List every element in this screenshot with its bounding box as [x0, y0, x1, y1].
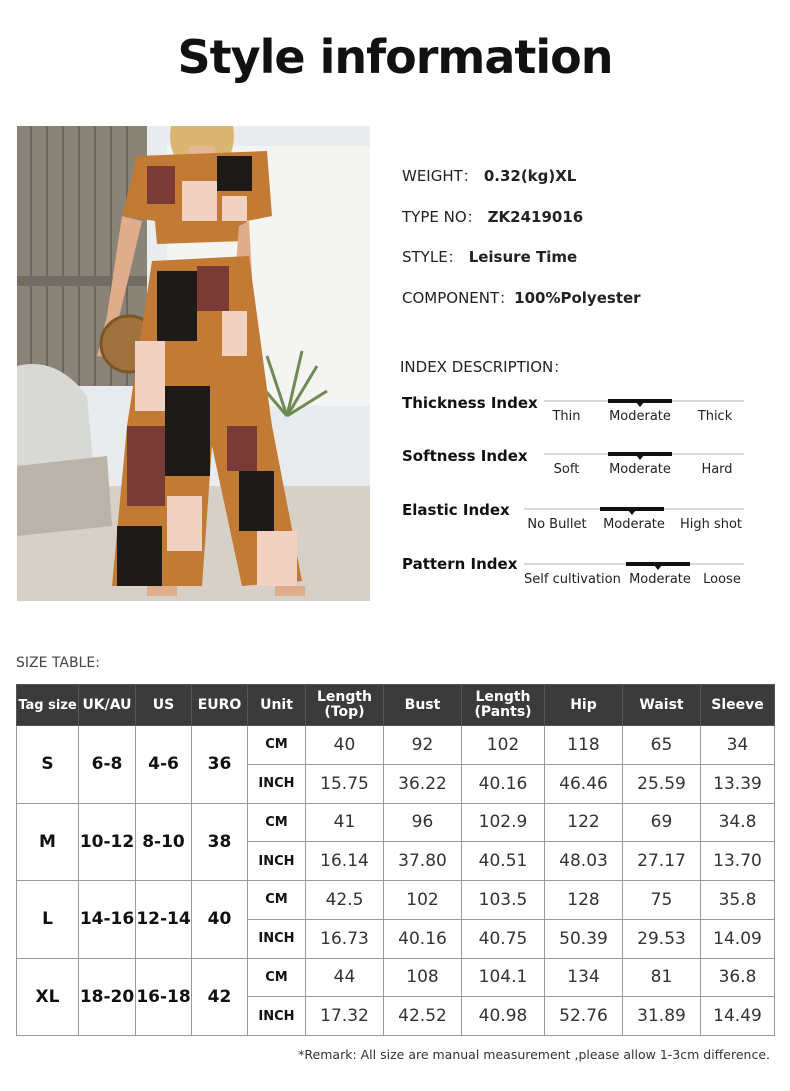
table-cell: 42.5 — [306, 881, 384, 920]
thickness-option-thin: Thin — [552, 409, 581, 424]
table-cell: 46.46 — [545, 764, 623, 803]
euro-cell: 38 — [192, 803, 248, 881]
size-table-label: SIZE TABLE: — [16, 655, 100, 671]
table-cell: 134 — [545, 958, 623, 997]
softness-option-hard: Hard — [701, 462, 733, 477]
thickness-option-moderate: Moderate — [609, 409, 671, 424]
table-cell: 108 — [384, 958, 462, 997]
size-cell: XL — [17, 958, 79, 1036]
table-cell: 25.59 — [623, 764, 701, 803]
table-cell: 36.22 — [384, 764, 462, 803]
header-bust: Bust — [384, 685, 462, 726]
elastic-option-high-shot: High shot — [679, 517, 743, 532]
table-cell: 31.89 — [623, 997, 701, 1036]
elastic-option-no-bullet: No Bullet — [527, 517, 587, 532]
header-euro: EURO — [192, 685, 248, 726]
table-cell: 35.8 — [701, 881, 775, 920]
table-cell: 103.5 — [462, 881, 545, 920]
us-cell: 4-6 — [136, 726, 192, 804]
table-cell: 102 — [384, 881, 462, 920]
table-cell: 16.14 — [306, 842, 384, 881]
table-cell: 15.75 — [306, 764, 384, 803]
table-cell: 34 — [701, 726, 775, 765]
unit-inch-cell: INCH — [248, 764, 306, 803]
style-label: STYLE： — [402, 248, 463, 266]
table-cell: 40.98 — [462, 997, 545, 1036]
softness-index-scale — [544, 453, 744, 483]
unit-inch-cell: INCH — [248, 842, 306, 881]
table-row — [17, 881, 775, 920]
table-row — [17, 726, 775, 765]
weight-value: 0.32(kg)XL — [483, 167, 577, 185]
table-cell: 128 — [545, 881, 623, 920]
size-table — [16, 684, 775, 1036]
style-row — [402, 246, 577, 267]
pattern-option-loose: Loose — [703, 572, 741, 587]
header-unit: Unit — [248, 685, 306, 726]
component-row — [402, 287, 641, 308]
unit-cm-cell: CM — [248, 803, 306, 842]
weight-row — [402, 165, 576, 186]
table-cell: 14.49 — [701, 997, 775, 1036]
table-cell: 40.75 — [462, 919, 545, 958]
table-cell: 81 — [623, 958, 701, 997]
euro-cell: 36 — [192, 726, 248, 804]
unit-cm-cell: CM — [248, 881, 306, 920]
us-cell: 8-10 — [136, 803, 192, 881]
table-cell: 75 — [623, 881, 701, 920]
softness-option-soft: Soft — [553, 462, 580, 477]
table-cell: 40.16 — [462, 764, 545, 803]
type-no-row — [402, 206, 583, 227]
elastic-option-moderate: Moderate — [603, 517, 665, 532]
table-cell: 27.17 — [623, 842, 701, 881]
us-cell: 12-14 — [136, 881, 192, 959]
thickness-index-label: Thickness Index — [402, 394, 538, 412]
table-cell: 29.53 — [623, 919, 701, 958]
header-length-pants: Length (Pants) — [462, 685, 545, 726]
table-row — [17, 803, 775, 842]
table-cell: 102 — [462, 726, 545, 765]
header-uk-au: UK/AU — [79, 685, 136, 726]
header-hip: Hip — [545, 685, 623, 726]
table-cell: 102.9 — [462, 803, 545, 842]
table-cell: 122 — [545, 803, 623, 842]
us-cell: 16-18 — [136, 958, 192, 1036]
table-cell: 48.03 — [545, 842, 623, 881]
table-cell: 92 — [384, 726, 462, 765]
size-cell: L — [17, 881, 79, 959]
product-photo-illustration — [17, 126, 370, 601]
table-cell: 118 — [545, 726, 623, 765]
table-cell: 40.16 — [384, 919, 462, 958]
size-cell: S — [17, 726, 79, 804]
pattern-index-scale — [524, 563, 744, 593]
table-cell: 34.8 — [701, 803, 775, 842]
weight-label: WEIGHT： — [402, 167, 478, 185]
size-cell: M — [17, 803, 79, 881]
uk-cell: 10-12 — [79, 803, 136, 881]
euro-cell: 42 — [192, 958, 248, 1036]
page-title: Style information — [177, 30, 613, 84]
table-cell: 36.8 — [701, 958, 775, 997]
header-tag-size: Tag size — [17, 685, 79, 726]
index-description-heading: INDEX DESCRIPTION： — [400, 358, 569, 376]
size-table-header — [17, 685, 775, 726]
header-us: US — [136, 685, 192, 726]
thickness-option-thick: Thick — [697, 409, 733, 424]
unit-inch-cell: INCH — [248, 997, 306, 1036]
component-value: 100%Polyester — [514, 289, 641, 307]
pattern-option-moderate: Moderate — [629, 572, 691, 587]
table-cell: 42.52 — [384, 997, 462, 1036]
uk-cell: 18-20 — [79, 958, 136, 1036]
header-sleeve: Sleeve — [701, 685, 775, 726]
pattern-option-self-cultivation: Self cultivation — [524, 572, 621, 587]
table-cell: 13.70 — [701, 842, 775, 881]
table-cell: 50.39 — [545, 919, 623, 958]
table-cell: 37.80 — [384, 842, 462, 881]
measurement-remark: *Remark: All size are manual measurement ,please allow 1-3cm difference. — [298, 1047, 770, 1062]
table-cell: 40 — [306, 726, 384, 765]
elastic-index-scale — [524, 508, 744, 538]
table-row — [17, 958, 775, 997]
softness-option-moderate: Moderate — [609, 462, 671, 477]
type-no-label: TYPE NO： — [402, 208, 482, 226]
table-cell: 69 — [623, 803, 701, 842]
unit-inch-cell: INCH — [248, 919, 306, 958]
header-waist: Waist — [623, 685, 701, 726]
table-cell: 44 — [306, 958, 384, 997]
table-cell: 41 — [306, 803, 384, 842]
product-photo — [17, 126, 370, 601]
uk-cell: 6-8 — [79, 726, 136, 804]
header-length-top: Length (Top) — [306, 685, 384, 726]
component-label: COMPONENT： — [402, 289, 515, 307]
table-cell: 14.09 — [701, 919, 775, 958]
table-cell: 17.32 — [306, 997, 384, 1036]
table-cell: 13.39 — [701, 764, 775, 803]
table-cell: 52.76 — [545, 997, 623, 1036]
style-value: Leisure Time — [468, 248, 578, 266]
type-no-value: ZK2419016 — [487, 208, 584, 226]
elastic-index-label: Elastic Index — [402, 501, 510, 519]
pattern-index-label: Pattern Index — [402, 555, 518, 573]
table-cell: 96 — [384, 803, 462, 842]
uk-cell: 14-16 — [79, 881, 136, 959]
table-cell: 65 — [623, 726, 701, 765]
table-cell: 104.1 — [462, 958, 545, 997]
unit-cm-cell: CM — [248, 726, 306, 765]
unit-cm-cell: CM — [248, 958, 306, 997]
euro-cell: 40 — [192, 881, 248, 959]
table-cell: 16.73 — [306, 919, 384, 958]
table-cell: 40.51 — [462, 842, 545, 881]
softness-index-label: Softness Index — [402, 447, 528, 465]
thickness-index-scale — [544, 400, 744, 430]
